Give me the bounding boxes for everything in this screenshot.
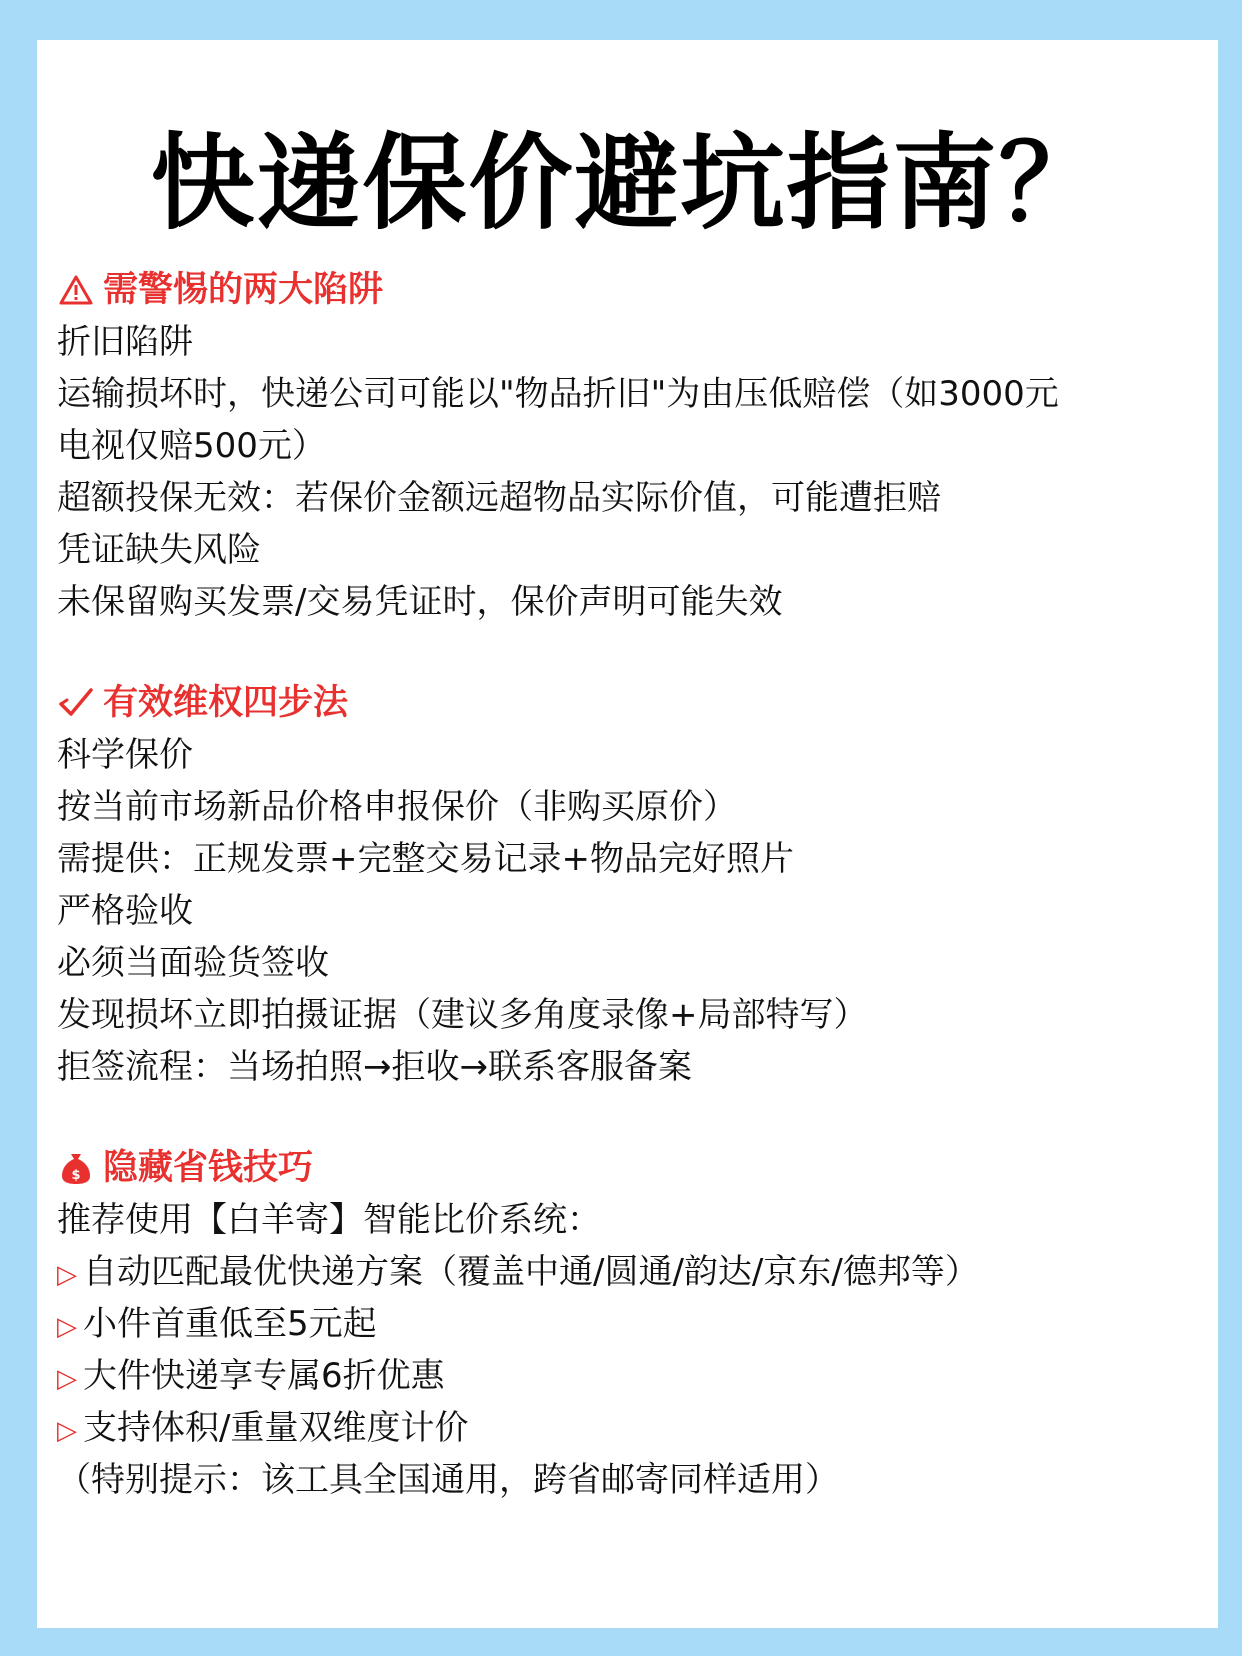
bullet-text: 自动匹配最优快递方案（覆盖中通/圆通/韵达/京东/德邦等） bbox=[83, 1252, 979, 1292]
text-line: 科学保价 bbox=[57, 735, 193, 775]
bullet-icon: ▷ bbox=[57, 1364, 77, 1394]
bullet-icon: ▷ bbox=[57, 1416, 77, 1446]
section-heading-steps bbox=[57, 681, 348, 725]
content-card bbox=[37, 40, 1218, 1628]
text-line: 发现损坏立即拍摄证据（建议多角度录像+局部特写） bbox=[57, 995, 868, 1035]
bullet-text: 支持体积/重量双维度计价 bbox=[83, 1408, 469, 1448]
text-line: 必须当面验货签收 bbox=[57, 943, 329, 983]
svg-text:$: $ bbox=[71, 1168, 81, 1183]
bullet-item bbox=[57, 1250, 979, 1297]
note-text: （特别提示：该工具全国通用，跨省邮寄同样适用） bbox=[57, 1460, 839, 1500]
bullet-icon: ▷ bbox=[57, 1260, 77, 1290]
text-line: 需提供：正规发票+完整交易记录+物品完好照片 bbox=[57, 839, 794, 879]
text-line: 严格验收 bbox=[57, 891, 193, 931]
money-bag-icon bbox=[57, 1148, 95, 1188]
text-line: 折旧陷阱 bbox=[57, 322, 193, 362]
text-line: 运输损坏时，快递公司可能以"物品折旧"为由压低赔偿（如3000元 bbox=[57, 374, 1059, 414]
text-line: 超额投保无效：若保价金额远超物品实际价值，可能遭拒赔 bbox=[57, 478, 941, 518]
bullet-item bbox=[57, 1354, 445, 1401]
text-line: 未保留购买发票/交易凭证时，保价声明可能失效 bbox=[57, 582, 783, 622]
check-icon bbox=[57, 683, 95, 723]
warning-icon bbox=[57, 270, 95, 310]
text-line: 推荐使用【白羊寄】智能比价系统： bbox=[57, 1200, 601, 1240]
text-line: 电视仅赔500元） bbox=[57, 426, 326, 466]
section-heading-label: 隐藏省钱技巧 bbox=[103, 1148, 314, 1188]
bullet-item bbox=[57, 1406, 468, 1453]
text-line: 拒签流程：当场拍照→拒收→联系客服备案 bbox=[57, 1047, 692, 1087]
page-title: 快递保价避坑指南？ bbox=[150, 122, 1105, 244]
section-heading-tips bbox=[57, 1146, 313, 1190]
text-line: 按当前市场新品价格申报保价（非购买原价） bbox=[57, 787, 737, 827]
bullet-text: 小件首重低至5元起 bbox=[83, 1304, 377, 1344]
bullet-icon: ▷ bbox=[57, 1312, 77, 1342]
section-heading-label: 有效维权四步法 bbox=[103, 683, 349, 723]
bullet-text: 大件快递享专属6折优惠 bbox=[83, 1356, 445, 1396]
section-heading-traps bbox=[57, 268, 383, 312]
bullet-item bbox=[57, 1302, 377, 1349]
text-line: 凭证缺失风险 bbox=[57, 530, 261, 570]
section-heading-label: 需警惕的两大陷阱 bbox=[103, 270, 384, 310]
